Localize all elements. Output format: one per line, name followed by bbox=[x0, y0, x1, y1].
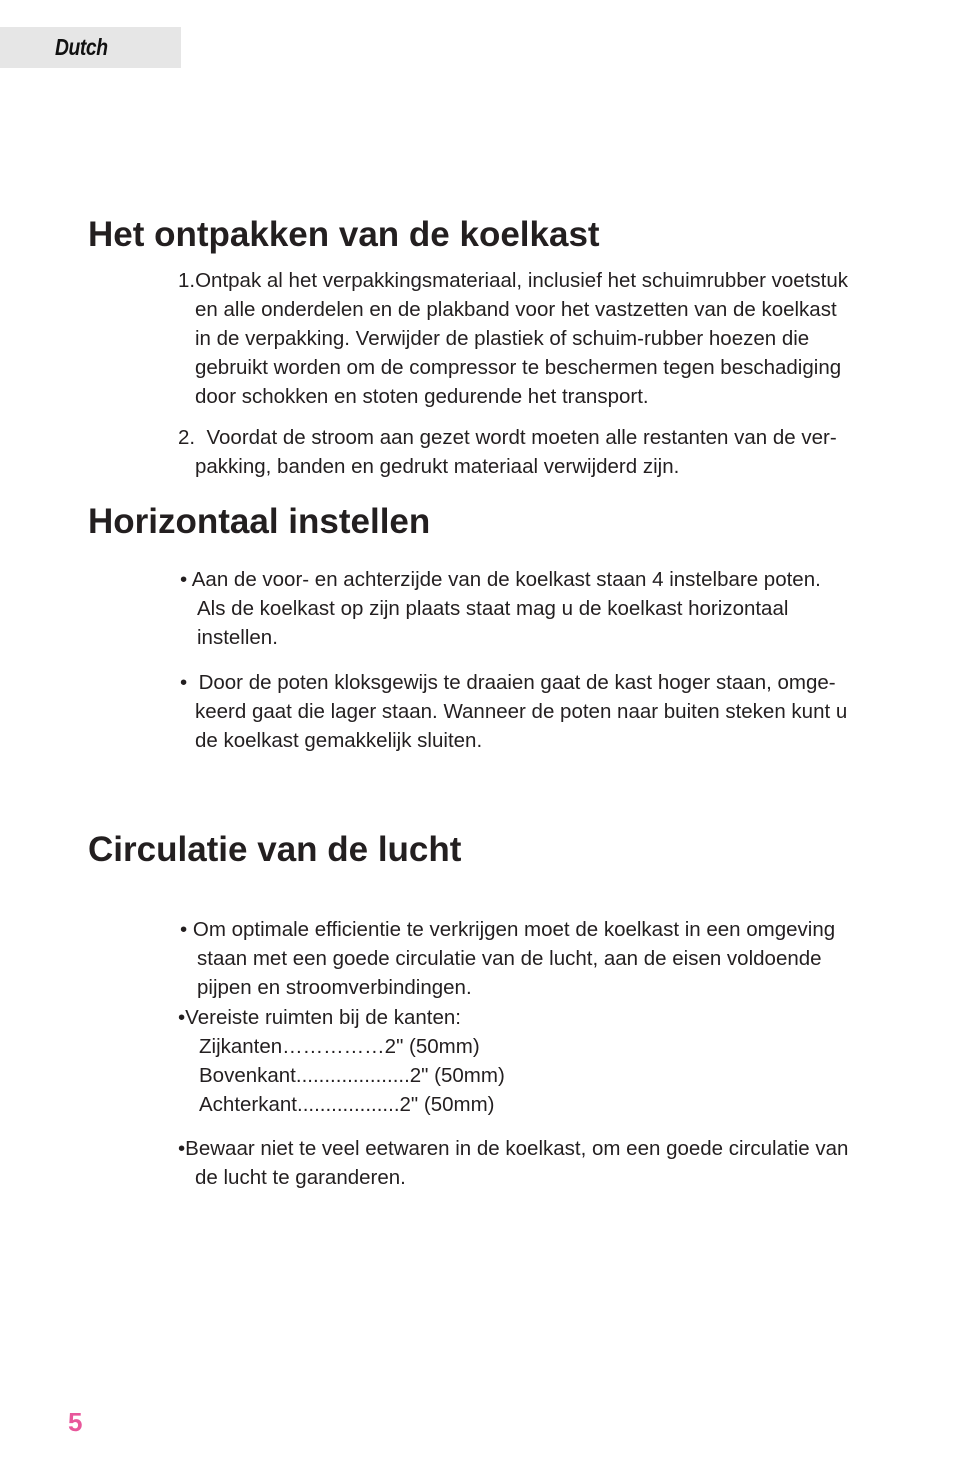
paragraph-line: pakking, banden en gedrukt materiaal verwijderd zijn. bbox=[195, 455, 680, 478]
numbered-item-2 bbox=[178, 423, 837, 481]
page-number: 5 bbox=[68, 1407, 83, 1437]
paragraph-line: • Om optimale efficientie te verkrijgen moet de koelkast in een omgeving bbox=[180, 918, 836, 941]
paragraph-line: instellen. bbox=[197, 626, 278, 649]
paragraph-line: de koelkast gemakkelijk sluiten. bbox=[195, 729, 483, 752]
clearance-back: Achterkant..................2" (50mm) bbox=[199, 1093, 495, 1116]
paragraph-line: keerd gaat die lager staan. Wanneer de poten naar buiten steken kunt u bbox=[195, 700, 848, 723]
bullet-item-efficiency bbox=[180, 915, 835, 1002]
clearance-top: Bovenkant....................2" (50mm) bbox=[199, 1064, 505, 1087]
paragraph-line: pijpen en stroomverbindingen. bbox=[197, 976, 472, 999]
numbered-item-1 bbox=[178, 266, 848, 411]
language-tab-label: Dutch bbox=[55, 34, 108, 60]
paragraph-line: in de verpakking. Verwijder de plastiek of schuim-rubber hoezen die bbox=[195, 327, 810, 350]
paragraph-line: 2. Voordat de stroom aan gezet wordt moeten alle restanten van de ver- bbox=[178, 426, 837, 449]
paragraph-line: •Vereiste ruimten bij de kanten: bbox=[178, 1006, 461, 1029]
bullet-item-clearances bbox=[178, 1003, 505, 1119]
bullet-item-turn-legs bbox=[180, 668, 847, 755]
paragraph-line: gebruikt worden om de compressor te beschermen tegen beschadiging bbox=[195, 356, 842, 379]
bullet-item-food-storage bbox=[178, 1134, 848, 1192]
bullet-item-adjustable-legs bbox=[180, 565, 821, 652]
paragraph-line: door schokken en stoten gedurende het transport. bbox=[195, 385, 649, 408]
paragraph-line: de lucht te garanderen. bbox=[195, 1166, 406, 1189]
paragraph-line: staan met een goede circulatie van de lucht, aan de eisen voldoende bbox=[197, 947, 822, 970]
section-heading-air-circulation: Circulatie van de lucht bbox=[88, 830, 462, 869]
paragraph-line: • Door de poten kloksgewijs te draaien gaat de kast hoger staan, omge- bbox=[180, 671, 836, 694]
section-heading-leveling: Horizontaal instellen bbox=[88, 502, 431, 541]
language-tab bbox=[0, 27, 181, 68]
paragraph-line: • Aan de voor- en achterzijde van de koelkast staan 4 instelbare poten. bbox=[180, 568, 821, 591]
paragraph-line: 1.Ontpak al het verpakkingsmateriaal, inclusief het schuimrubber voetstuk bbox=[178, 269, 849, 292]
paragraph-line: en alle onderdelen en de plakband voor het vastzetten van de koelkast bbox=[195, 298, 837, 321]
section-heading-unpacking: Het ontpakken van de koelkast bbox=[88, 215, 600, 254]
paragraph-line: Als de koelkast op zijn plaats staat mag u de koelkast horizontaal bbox=[197, 597, 789, 620]
clearance-sides: Zijkanten……………2" (50mm) bbox=[199, 1035, 480, 1058]
paragraph-line: •Bewaar niet te veel eetwaren in de koelkast, om een goede circulatie van bbox=[178, 1137, 849, 1160]
